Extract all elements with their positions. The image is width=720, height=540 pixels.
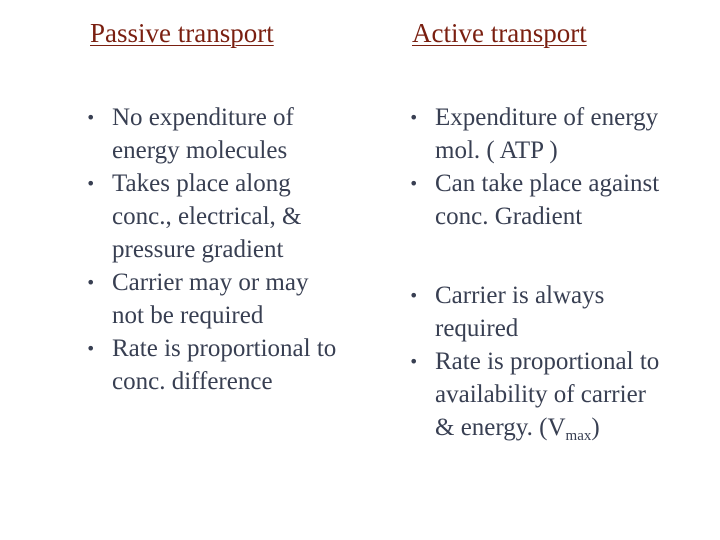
list-item <box>409 167 709 233</box>
item-line: required <box>435 315 519 342</box>
active-transport-heading: Active transport <box>412 18 587 48</box>
list-item <box>409 101 709 167</box>
active-transport-list <box>409 101 709 444</box>
list-item <box>86 167 386 266</box>
item-line: Takes place along <box>112 170 291 197</box>
passive-transport-list <box>86 101 386 398</box>
item-line: conc. Gradient <box>435 203 583 230</box>
item-line: conc., electrical, & <box>112 203 302 230</box>
item-line: availability of carrier <box>435 381 646 408</box>
item-line: Rate is proportional to <box>112 335 337 362</box>
bullet-icon: • <box>86 108 96 127</box>
bullet-icon: • <box>86 339 96 358</box>
list-item <box>86 332 386 398</box>
bullet-icon: • <box>409 286 419 305</box>
item-line: No expenditure of <box>112 104 294 131</box>
bullet-icon: • <box>409 108 419 127</box>
item-line: Carrier may or may <box>112 269 309 296</box>
bullet-icon: • <box>86 174 96 193</box>
item-text: ) <box>591 414 600 441</box>
list-item <box>86 266 386 332</box>
item-text: & energy. (V <box>435 414 566 441</box>
item-line: conc. difference <box>112 368 273 395</box>
bullet-icon: • <box>86 273 96 292</box>
vmax-subscript: max <box>565 428 592 444</box>
list-spacer <box>409 233 709 279</box>
item-line: mol. ( ATP ) <box>435 137 558 164</box>
list-item <box>86 101 386 167</box>
item-line: energy molecules <box>112 137 288 164</box>
item-line: pressure gradient <box>112 236 284 263</box>
list-item <box>409 279 709 345</box>
list-item <box>409 345 709 444</box>
bullet-icon: • <box>409 352 419 371</box>
bullet-icon: • <box>409 174 419 193</box>
item-line <box>435 411 709 444</box>
item-line: not be required <box>112 302 264 329</box>
item-line: Can take place against <box>435 170 660 197</box>
item-line: Rate is proportional to <box>435 348 660 375</box>
item-line: Carrier is always <box>435 282 605 309</box>
item-line: Expenditure of energy <box>435 104 659 131</box>
passive-transport-heading: Passive transport <box>90 18 274 48</box>
